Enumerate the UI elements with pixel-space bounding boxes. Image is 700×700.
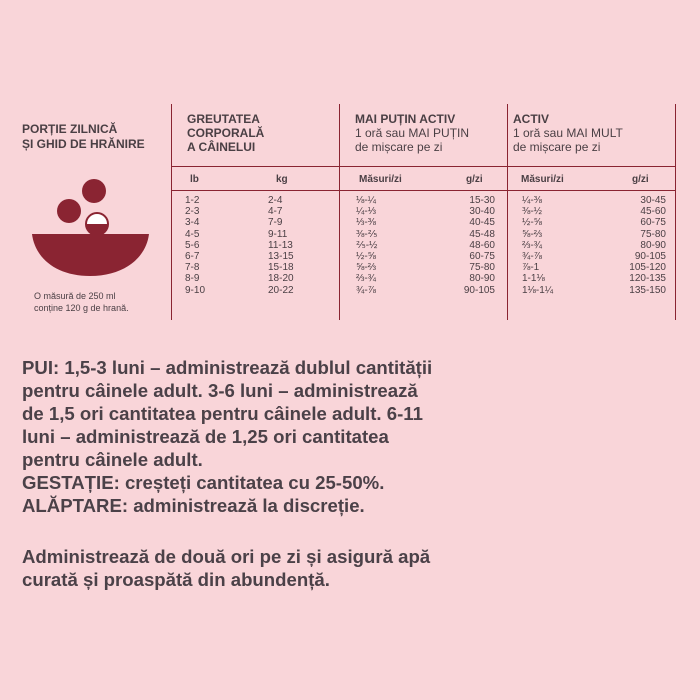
table-cell: 1⅛-1¼ [522,284,554,296]
puppy-instructions: PUI: 1,5-3 luni – administrează dublul cantității pentru câinele adult. 3-6 luni – administrează de 1,5 ori cantitatea pentru câinele adult. 6-11 luni – administrează de 1,25 ori cantitatea pentru câinele adult. GESTAȚIE: creșteți cantitatea cu 25-50%. ALĂPTARE: administrează la discreție. [22,357,433,516]
table-cell: 4-7 [268,206,283,218]
table-cell: 15-30 [469,195,495,206]
table-cell: 30-40 [469,206,495,218]
table-cell: 105-120 [629,262,666,274]
table-rule [172,166,675,167]
grams-active-column [600,195,666,296]
table-cell: 2-4 [268,195,283,206]
table-cell: 13-15 [268,250,294,262]
table-cell: 8-9 [185,273,200,285]
table-cell: 60-75 [469,250,495,262]
table-cell: 6-7 [185,250,200,262]
table-cell: ½-⅝ [356,250,377,262]
lb-subheader: lb [190,174,199,185]
table-cell: 9-11 [268,228,288,240]
lb-column [185,195,205,296]
title-line-1: PORȚIE ZILNICĂ [22,122,118,136]
table-cell: 7-9 [268,217,283,229]
table-cell: ¾-⅞ [356,284,377,296]
kibble-icon [57,199,81,223]
table-cell: 80-90 [640,239,666,251]
table-cell: 48-60 [469,239,495,251]
table-cell: ¼-⅜ [522,195,543,206]
feeding-advice: Administrează de două ori pe zi și asigură apă curată și proaspătă din abundență. [22,546,431,590]
table-cell: 90-105 [463,284,495,296]
measures-less-subheader: Măsuri/zi [359,174,402,185]
bowl-icon [32,234,149,276]
table-cell: 11-13 [268,239,293,251]
measure-note: O măsură de 250 ml conține 120 g de hrană. [34,291,129,313]
table-cell: 1-1⅛ [522,273,545,285]
measures-less-column [356,195,377,296]
table-divider [339,104,340,320]
table-cell: 135-150 [629,284,666,296]
table-cell: 9-10 [185,284,206,296]
kg-column [268,195,294,296]
table-cell: 2-3 [185,206,200,218]
table-cell: ⅜-½ [522,206,543,218]
table-cell: 45-60 [640,206,666,218]
table-cell: 4-5 [185,228,200,240]
grams-less-column [440,195,495,296]
measures-active-column [522,195,553,296]
table-cell: ⅝-⅔ [356,262,377,274]
table-cell: 7-8 [185,262,200,274]
kg-subheader: kg [276,174,288,185]
table-divider [507,104,508,320]
table-cell: ⅞-1 [522,262,540,274]
table-cell: 40-45 [469,217,495,229]
table-cell: 1-2 [185,195,200,206]
table-cell: 18-20 [268,273,294,285]
kibble-icon [82,179,106,203]
measures-active-subheader: Măsuri/zi [521,174,564,185]
weight-column-header: GREUTATEA CORPORALĂ A CÂINELUI [187,112,265,154]
table-cell: ⅓-⅜ [356,217,377,229]
table-cell: 5-6 [185,239,200,251]
table-cell: ⅔-¾ [522,239,543,251]
table-cell: 75-80 [469,262,495,274]
table-cell: 45-48 [469,228,495,240]
table-cell: ¼-⅓ [356,206,377,218]
table-cell: ½-⅝ [522,217,543,229]
less-active-column-header: MAI PUȚIN ACTIV 1 oră sau MAI PUȚIN de mișcare pe zi [355,112,470,154]
table-cell: ⅖-½ [356,239,378,251]
table-cell: 20-22 [268,284,294,296]
food-bowl-icon [28,176,153,288]
grams-active-subheader: g/zi [632,174,649,185]
table-cell: 80-90 [469,273,495,285]
table-cell: ⅝-⅔ [522,228,543,240]
table-cell: 3-4 [185,217,200,229]
table-cell: ¾-⅞ [522,250,543,262]
table-rule [172,190,675,191]
title-line-2: ȘI GHID DE HRĂNIRE [22,137,145,151]
table-cell: 30-45 [640,195,666,206]
grams-less-subheader: g/zi [466,174,483,185]
table-cell: 75-80 [640,228,666,240]
table-cell: 120-135 [629,273,666,285]
table-cell: ⅜-⅖ [356,228,378,240]
active-column-header: ACTIV 1 oră sau MAI MULT de mișcare pe zi [513,112,623,154]
table-cell: ⅔-¾ [356,273,377,285]
table-cell: 15-18 [268,262,294,274]
table-divider [675,104,676,320]
table-cell: 60-75 [640,217,666,229]
table-divider [171,104,172,320]
feeding-guide-title [22,122,145,152]
table-cell: ⅛-¼ [356,195,377,206]
table-cell: 90-105 [634,250,666,262]
